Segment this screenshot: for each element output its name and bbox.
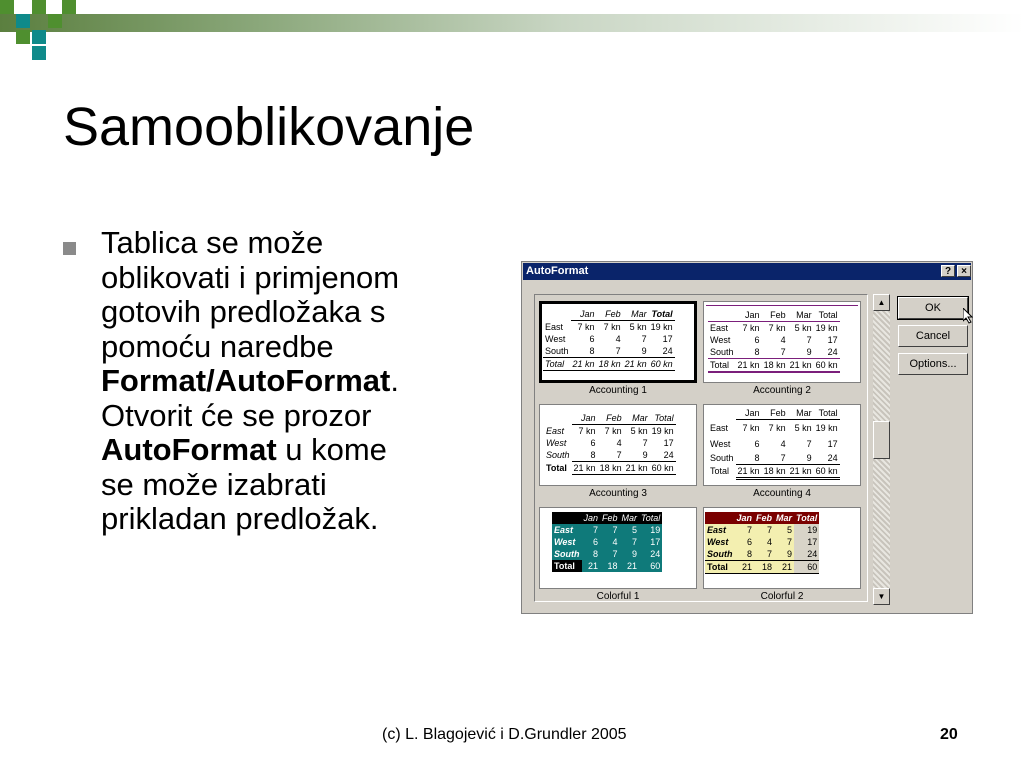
preview-cell: 60 kn xyxy=(814,464,840,478)
preview-cell: 7 xyxy=(612,525,618,535)
preview-cell: 5 xyxy=(787,525,793,535)
preview-cell: 18 kn xyxy=(762,464,788,478)
preview-cell: Jan xyxy=(736,407,762,420)
preview-cell: 17 xyxy=(662,334,673,344)
preview-cell: 8 xyxy=(754,452,760,463)
preview-cell: 4 xyxy=(616,438,622,448)
preview-cell: Jan xyxy=(745,310,760,320)
preview-cell: 17 xyxy=(650,537,661,547)
preview-cell: West xyxy=(546,438,567,448)
preview-cell: 5 xyxy=(632,525,638,535)
format-gallery xyxy=(534,294,868,602)
preview-cell: 7 xyxy=(593,525,599,535)
preview-cell: Mar xyxy=(621,513,638,523)
preview-cell: Mar xyxy=(788,407,814,420)
preview-cell: 19 xyxy=(794,524,819,536)
preview-cell: East xyxy=(545,321,564,332)
format-tile-colorful-1[interactable] xyxy=(539,507,697,589)
format-tile-accounting-4[interactable] xyxy=(703,404,861,486)
logo-square-teal-3 xyxy=(32,46,46,60)
preview-cell: 7 xyxy=(641,334,647,344)
preview-cell: 21 xyxy=(588,561,599,571)
preview-cell: 21 kn xyxy=(789,360,812,370)
preview-cell: 9 xyxy=(623,345,649,358)
preview-cell: 4 xyxy=(612,537,618,547)
format-tile-colorful-2[interactable] xyxy=(703,507,861,589)
preview-cell: Mar xyxy=(796,310,812,320)
preview-cell: 7 xyxy=(632,537,638,547)
preview-table xyxy=(708,309,840,373)
preview-cell: 7 kn xyxy=(603,322,621,332)
dialog-title: AutoFormat xyxy=(526,265,589,277)
preview-cell: 7 xyxy=(806,335,812,345)
scroll-up-arrow-icon[interactable]: ▲ xyxy=(873,294,890,311)
preview-cell: 18 xyxy=(607,561,618,571)
preview-cell: 21 xyxy=(627,561,638,571)
preview-cell: Total xyxy=(641,513,661,523)
preview-cell: 7 kn xyxy=(604,426,622,436)
preview-cell: 7 xyxy=(780,347,786,357)
logo-square-teal-2 xyxy=(32,30,46,44)
preview-cell: South xyxy=(707,549,733,559)
page-number: 20 xyxy=(940,726,958,743)
preview-cell: Feb xyxy=(598,412,624,425)
preview-cell: 21 kn xyxy=(788,464,814,478)
preview-cell: 21 xyxy=(774,561,794,574)
window-name-text: AutoFormat xyxy=(101,432,277,467)
preview-cell: 24 xyxy=(827,347,838,357)
preview-cell: Jan xyxy=(583,513,599,523)
preview-cell: 21 xyxy=(735,561,755,574)
preview-cell: 24 xyxy=(649,345,675,358)
preview-cell: 8 xyxy=(747,549,753,559)
gallery-scrollbar[interactable] xyxy=(873,294,890,605)
preview-cell: Total xyxy=(796,513,818,523)
preview-cell: 17 xyxy=(794,536,819,548)
logo-square-green-1 xyxy=(0,0,14,14)
preview-cell: 6 xyxy=(754,335,760,345)
preview-cell: Jan xyxy=(571,308,597,321)
bullet-line xyxy=(101,364,501,399)
preview-cell: 24 xyxy=(827,452,838,463)
preview-cell: 21 kn xyxy=(572,359,595,369)
preview-cell: 21 kn xyxy=(624,359,647,369)
preview-cell: 5 kn xyxy=(629,322,647,332)
format-tile-accounting-1[interactable] xyxy=(539,301,697,383)
preview-cell: 7 kn xyxy=(578,426,596,436)
bullet-line: se može izabrati xyxy=(101,466,327,502)
preview-cell: 24 xyxy=(650,549,661,559)
preview-cell: Mar xyxy=(623,308,649,321)
preview-cell: 60 xyxy=(794,561,819,574)
preview-cell: 4 xyxy=(780,335,786,345)
ok-button[interactable]: OK xyxy=(898,297,968,319)
preview-cell: 6 xyxy=(589,334,595,344)
preview-cell: 6 xyxy=(747,537,753,547)
preview-cell: South xyxy=(554,549,580,559)
preview-cell: South xyxy=(546,450,570,461)
bullet-line: Otvorit će se prozor xyxy=(101,397,372,433)
preview-table xyxy=(543,308,675,371)
bullet-line xyxy=(101,433,501,468)
format-tile-accounting-2[interactable] xyxy=(703,301,861,383)
preview-cell: 7 xyxy=(806,438,812,449)
preview-cell: 9 xyxy=(806,452,812,463)
preview-cell: 19 kn xyxy=(815,422,838,433)
preview-cell: Total xyxy=(708,359,736,373)
scroll-thumb[interactable] xyxy=(873,421,890,459)
preview-cell: 7 xyxy=(767,549,773,559)
preview-cell: East xyxy=(554,525,574,535)
logo-square-green-5 xyxy=(16,30,30,44)
preview-cell: 8 xyxy=(593,549,599,559)
preview-cell: 5 kn xyxy=(788,322,814,335)
mouse-pointer-icon xyxy=(963,308,973,324)
preview-cell: 7 xyxy=(642,438,648,448)
preview-cell: 5 kn xyxy=(630,426,648,436)
preview-cell: 7 xyxy=(787,537,793,547)
format-caption: Accounting 3 xyxy=(589,488,647,499)
preview-cell: West xyxy=(707,537,729,547)
logo-square-green-2 xyxy=(32,0,46,14)
preview-cell: Mar xyxy=(776,513,793,523)
preview-cell: 7 xyxy=(597,345,623,358)
dialog-title-bar xyxy=(523,263,971,280)
preview-cell: 4 xyxy=(615,334,621,344)
preview-cell: 19 xyxy=(650,525,661,535)
preview-cell: Feb xyxy=(762,407,788,420)
preview-table xyxy=(552,512,662,572)
preview-table xyxy=(708,407,840,480)
preview-cell: South xyxy=(710,347,734,357)
preview-cell: 24 xyxy=(794,548,819,561)
logo-square-teal-1 xyxy=(16,14,30,28)
preview-cell: Total xyxy=(650,412,676,425)
bullet-text xyxy=(101,226,501,537)
preview-cell: 7 kn xyxy=(736,322,762,335)
preview-cell: Total xyxy=(818,310,838,320)
top-banner xyxy=(0,14,1024,32)
format-caption: Accounting 4 xyxy=(753,488,811,499)
preview-cell: 21 kn xyxy=(573,463,596,473)
preview-cell: 7 xyxy=(612,549,618,559)
preview-cell: 19 kn xyxy=(815,323,838,333)
slide-title: Samooblikovanje xyxy=(63,97,475,157)
preview-cell: 7 kn xyxy=(577,322,595,332)
preview-cell: South xyxy=(710,452,734,463)
preview-cell: 9 xyxy=(787,549,793,559)
preview-cell: East xyxy=(710,422,729,433)
preview-cell: 7 xyxy=(767,525,773,535)
preview-cell: 4 xyxy=(780,438,786,449)
preview-cell: 60 kn xyxy=(650,359,673,369)
preview-cell: Feb xyxy=(770,310,786,320)
options-button[interactable]: Options... xyxy=(898,353,968,375)
format-tile-accounting-3[interactable] xyxy=(539,404,697,486)
preview-cell: Feb xyxy=(597,308,623,321)
preview-cell: Total xyxy=(705,561,735,574)
preview-cell: 9 xyxy=(632,549,638,559)
preview-cell: 6 xyxy=(593,537,599,547)
preview-cell: 6 xyxy=(590,438,596,448)
bullet-line: gotovih predložaka s xyxy=(101,294,386,329)
preview-cell: 7 xyxy=(747,525,753,535)
preview-cell: East xyxy=(708,322,736,335)
preview-cell: 5 kn xyxy=(794,422,812,433)
preview-cell: 60 kn xyxy=(651,463,674,473)
bullet-line: pomoću naredbe xyxy=(101,328,334,364)
preview-cell: Total xyxy=(649,308,675,321)
preview-cell: Total xyxy=(814,407,840,420)
help-button[interactable]: ? xyxy=(941,265,955,277)
preview-cell: Feb xyxy=(602,513,618,523)
format-caption: Accounting 2 xyxy=(753,385,811,396)
preview-cell: 21 kn xyxy=(736,464,762,478)
preview-cell: West xyxy=(554,537,576,547)
bullet-line-rest: u kome xyxy=(276,432,387,467)
preview-cell: East xyxy=(546,425,565,436)
scroll-down-arrow-icon[interactable]: ▼ xyxy=(873,588,890,605)
preview-cell: 8 xyxy=(571,345,597,358)
preview-cell: Jan xyxy=(736,513,753,523)
preview-cell: Total xyxy=(546,463,567,473)
close-button[interactable]: × xyxy=(957,265,971,277)
autoformat-dialog xyxy=(521,261,973,614)
preview-cell: 6 xyxy=(754,438,760,449)
preview-cell: East xyxy=(707,525,727,535)
preview-cell: 4 xyxy=(767,537,773,547)
preview-cell: 60 kn xyxy=(815,360,838,370)
preview-cell: 19 kn xyxy=(651,426,674,436)
bullet-line: Tablica se može xyxy=(101,225,324,260)
preview-cell: 7 kn xyxy=(742,422,760,433)
preview-cell: 7 kn xyxy=(762,322,788,335)
preview-cell: 24 xyxy=(663,450,674,460)
preview-table xyxy=(705,512,819,574)
format-caption: Colorful 1 xyxy=(596,591,640,602)
preview-cell: Total xyxy=(543,358,571,371)
cancel-button[interactable]: Cancel xyxy=(898,325,968,347)
preview-cell: South xyxy=(545,346,569,356)
preview-cell: West xyxy=(545,334,566,344)
preview-cell: 18 xyxy=(754,561,774,574)
preview-cell: Mar xyxy=(624,412,650,425)
preview-cell: Feb xyxy=(756,513,773,523)
logo-square-green-3 xyxy=(48,14,62,28)
bullet-line: oblikovati i primjenom xyxy=(101,259,400,295)
preview-cell: West xyxy=(710,335,731,345)
logo-square-green-4 xyxy=(62,0,76,14)
preview-cell: 8 xyxy=(754,347,760,357)
accent-line xyxy=(706,305,858,306)
preview-table xyxy=(544,412,676,475)
preview-cell: 18 kn xyxy=(599,463,622,473)
preview-cell: 21 kn xyxy=(625,463,648,473)
format-caption: Accounting 1 xyxy=(589,385,647,396)
preview-cell: 17 xyxy=(663,438,674,448)
preview-cell: 17 xyxy=(827,335,838,345)
preview-cell: 18 kn xyxy=(763,360,786,370)
preview-cell: West xyxy=(710,438,731,449)
preview-cell: 17 xyxy=(827,438,838,449)
preview-cell: 60 xyxy=(650,561,661,571)
preview-cell: 7 xyxy=(780,452,786,463)
preview-cell: 9 xyxy=(806,347,812,357)
bullet-line: prikladan predložak. xyxy=(101,501,379,536)
preview-cell: Jan xyxy=(572,412,598,425)
preview-cell: 8 xyxy=(590,450,596,460)
preview-cell: 7 xyxy=(616,450,622,460)
preview-cell: 19 kn xyxy=(650,322,673,332)
preview-cell: Total xyxy=(710,466,730,476)
command-text: Format/AutoFormat xyxy=(101,363,391,398)
preview-cell: Total xyxy=(552,560,582,572)
punctuation: . xyxy=(390,363,399,398)
preview-cell: 18 kn xyxy=(598,359,621,369)
preview-cell: 21 kn xyxy=(737,360,760,370)
footer-copyright: (c) L. Blagojević i D.Grundler 2005 xyxy=(382,726,627,743)
format-caption: Colorful 2 xyxy=(760,591,804,602)
bullet-square-icon xyxy=(63,242,76,255)
preview-cell: 7 kn xyxy=(768,422,786,433)
preview-cell: 9 xyxy=(642,450,648,460)
